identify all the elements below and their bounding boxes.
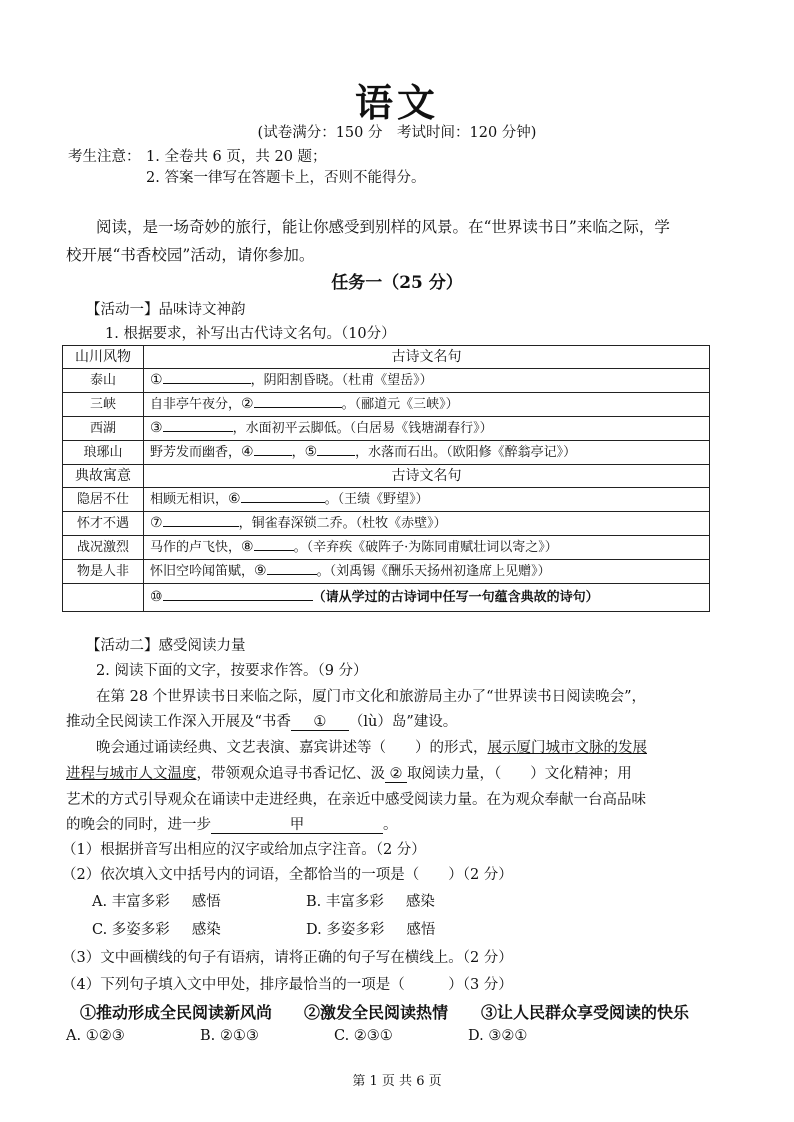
poem-text: 自非亭午夜分， bbox=[150, 397, 242, 412]
table-row-label: 三峡 bbox=[63, 393, 144, 417]
sub-question-4: （4）下列句子填入文中甲处，排序最恰当的一项是（ ）（3 分） bbox=[62, 977, 513, 993]
sentence-3: ③让人民群众享受阅读的快乐 bbox=[481, 1003, 690, 1022]
passage-text: 的晚会的同时，进一步 bbox=[66, 817, 211, 833]
activity-2-heading: 【活动二】感受阅读力量 bbox=[86, 638, 246, 654]
underlined-sentence: 展示厦门城市文脉的发展 bbox=[487, 740, 647, 756]
order-option-d[interactable]: D. ③②① bbox=[468, 1028, 528, 1044]
sub-question-1: （1）根据拼音写出相应的汉字或给加点字注音。（2 分） bbox=[62, 842, 426, 858]
table-row-content bbox=[144, 584, 710, 612]
table-row-content bbox=[144, 369, 710, 393]
passage-text: 晚会通过诵读经典、文艺表演、嘉宾讲述等（ ）的形式， bbox=[96, 740, 488, 756]
table-row-label: 西湖 bbox=[63, 417, 144, 441]
table-row-content bbox=[144, 417, 710, 441]
answer-blank[interactable] bbox=[317, 441, 355, 456]
poem-text: ，水落而石出。（欧阳修《醉翁亭记》） bbox=[355, 445, 577, 460]
blank-number: ⑥ bbox=[228, 491, 241, 507]
order-option-c[interactable]: C. ②③① bbox=[334, 1028, 393, 1044]
option-word: 感染 bbox=[191, 922, 221, 938]
poem-text: 怀旧空吟闻笛赋， bbox=[150, 564, 255, 579]
exam-info: (试卷满分：150 分 考试时间：120 分钟) bbox=[257, 125, 537, 141]
notice-2: 2. 答案一律写在答题卡上，否则不能得分。 bbox=[146, 170, 426, 186]
passage-p2-line3: 艺术的方式引导观众在诵读中走进经典，在亲近中感受阅读力量。在为观众奉献一台高品味 bbox=[66, 792, 646, 808]
poem-text: 相顾无相识， bbox=[150, 492, 229, 507]
table-row-content bbox=[144, 560, 710, 584]
table-row-label: 琅琊山 bbox=[63, 441, 144, 465]
option-label: D. 多姿多彩 bbox=[306, 922, 385, 938]
passage-text: ，带领观众追寻书香记忆、汲 bbox=[196, 766, 385, 782]
table-row-label: 战况激烈 bbox=[63, 536, 144, 560]
answer-blank[interactable] bbox=[254, 393, 342, 408]
option-word: 感悟 bbox=[406, 922, 436, 938]
option-label: B. 丰富多彩 bbox=[306, 894, 384, 910]
option-c[interactable] bbox=[92, 918, 221, 939]
task-title: 任务一（25 分） bbox=[331, 273, 463, 293]
poem-text: ， bbox=[291, 445, 305, 460]
blank-1[interactable]: ① bbox=[291, 715, 349, 731]
table-header-cell: 山川风物 bbox=[63, 346, 144, 369]
option-a[interactable] bbox=[92, 890, 221, 911]
answer-blank[interactable] bbox=[163, 586, 313, 601]
underlined-sentence: 进程与城市人文温度 bbox=[66, 766, 197, 782]
sentence-2: ②激发全民阅读热情 bbox=[304, 1003, 449, 1022]
poem-text: （请从学过的古诗词中任写一句蕴含典故的诗句） bbox=[312, 590, 599, 605]
answer-blank[interactable] bbox=[254, 536, 294, 551]
passage-text: （lù）岛”建设。 bbox=[348, 714, 458, 730]
option-b[interactable] bbox=[306, 890, 435, 911]
poem-text: ，铜雀春深锁二乔。（杜牧《赤壁》） bbox=[238, 516, 447, 531]
poem-text: 。（刘禹锡《酬乐天扬州初逢席上见赠》） bbox=[316, 564, 551, 579]
poem-text: ，水面初平云脚低。（白居易《钱塘湖春行》） bbox=[232, 421, 493, 436]
option-label: A. 丰富多彩 bbox=[92, 894, 170, 910]
blank-number: ⑤ bbox=[304, 444, 318, 460]
page-number: 第 1 页 共 6 页 bbox=[352, 1074, 442, 1089]
answer-blank[interactable] bbox=[163, 512, 239, 527]
table-header-cell: 古诗文名句 bbox=[144, 465, 710, 488]
table-row-label bbox=[63, 584, 144, 612]
answer-blank[interactable] bbox=[163, 417, 233, 432]
passage-p2-line1 bbox=[96, 736, 647, 757]
answer-blank[interactable] bbox=[163, 369, 251, 384]
blank-number: ③ bbox=[150, 420, 163, 436]
table-row-label: 怀才不遇 bbox=[63, 512, 144, 536]
question-1: 1. 根据要求，补写出古代诗文名句。（10分） bbox=[105, 326, 396, 342]
table-row-content bbox=[144, 441, 710, 465]
blank-number: ⑦ bbox=[150, 515, 163, 531]
blank-number: ⑧ bbox=[241, 539, 254, 555]
blank-2[interactable]: ② bbox=[385, 767, 407, 783]
notice-label: 考生注意： bbox=[68, 149, 141, 165]
passage-text: 取阅读力量，（ ）文化精神；用 bbox=[407, 766, 632, 782]
order-option-a[interactable]: A. ①②③ bbox=[66, 1028, 125, 1044]
blank-number: ④ bbox=[241, 444, 254, 460]
passage-text: 。 bbox=[383, 817, 398, 833]
blank-number: ① bbox=[150, 372, 163, 388]
sentence-1: ①推动形成全民阅读新风尚 bbox=[80, 1003, 273, 1022]
blank-number: ⑩ bbox=[150, 589, 163, 605]
passage-p2-line2 bbox=[66, 762, 632, 783]
table-row-label: 泰山 bbox=[63, 369, 144, 393]
option-d[interactable] bbox=[306, 918, 435, 939]
poem-text: 马作的卢飞快， bbox=[150, 540, 242, 555]
table-row-label: 物是人非 bbox=[63, 560, 144, 584]
answer-blank[interactable] bbox=[267, 560, 317, 575]
table-header-cell: 典故寓意 bbox=[63, 465, 144, 488]
question-2: 2. 阅读下面的文字，按要求作答。（9 分） bbox=[96, 663, 368, 679]
blank-jia[interactable]: 甲 bbox=[211, 818, 383, 834]
poem-text: 。（郦道元《三峡》） bbox=[341, 397, 459, 412]
order-option-b[interactable]: B. ②①③ bbox=[200, 1028, 259, 1044]
table-row-content bbox=[144, 393, 710, 417]
passage-p2-line4 bbox=[66, 813, 398, 834]
table-row-label: 隐居不仕 bbox=[63, 488, 144, 512]
blank-number: ② bbox=[241, 396, 254, 412]
passage-p1-line1: 在第 28 个世界读书日来临之际，厦门市文化和旅游局主办了“世界读书日阅读晚会”， bbox=[96, 689, 646, 705]
poem-text: 野芳发而幽香， bbox=[150, 445, 242, 460]
passage-text: 推动全民阅读工作深入开展及“书香 bbox=[66, 714, 291, 730]
activity-1-heading: 【活动一】品味诗文神韵 bbox=[86, 302, 246, 318]
sub-question-2: （2）依次填入文中括号内的词语，全都恰当的一项是（ ）（2 分） bbox=[62, 867, 513, 883]
passage-p1-line2 bbox=[66, 710, 457, 731]
sub-question-3: （3）文中画横线的句子有语病，请将正确的句子写在横线上。（2 分） bbox=[62, 950, 513, 966]
answer-blank[interactable] bbox=[241, 488, 325, 503]
poem-text: ，阴阳割昏晓。（杜甫《望岳》） bbox=[250, 373, 433, 388]
answer-blank[interactable] bbox=[254, 441, 292, 456]
table-row-content bbox=[144, 536, 710, 560]
option-word: 感悟 bbox=[191, 894, 221, 910]
option-label: C. 多姿多彩 bbox=[92, 922, 170, 938]
intro-line-1: 阅读，是一场奇妙的旅行，能让你感受到别样的风景。在“世界读书日”来临之际，学 bbox=[96, 218, 670, 236]
blank-number: ⑨ bbox=[254, 563, 267, 579]
notice-1: 1. 全卷共 6 页，共 20 题； bbox=[146, 149, 327, 165]
poem-text: 。（王绩《野望》） bbox=[324, 492, 429, 507]
table-row-content bbox=[144, 512, 710, 536]
table-row-content bbox=[144, 488, 710, 512]
poem-text: 。（辛弃疾《破阵子·为陈同甫赋壮词以寄之》） bbox=[293, 540, 558, 555]
poem-table bbox=[62, 345, 710, 612]
page-title: 语文 bbox=[354, 80, 439, 125]
option-word: 感染 bbox=[405, 894, 435, 910]
intro-line-2: 校开展“书香校园”活动，请你参加。 bbox=[66, 246, 315, 264]
table-header-cell: 古诗文名句 bbox=[144, 346, 710, 369]
